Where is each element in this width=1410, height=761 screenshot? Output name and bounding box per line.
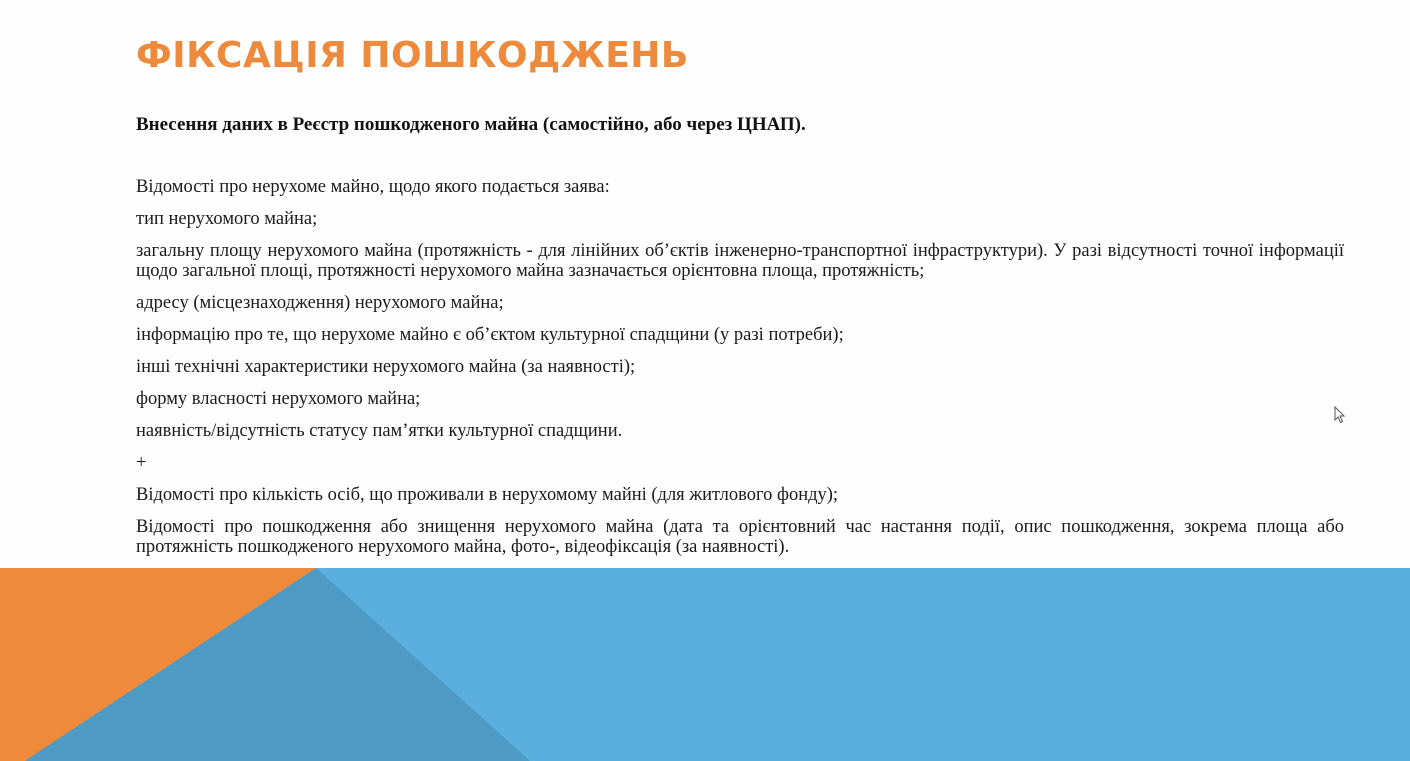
paragraph-technical: інші технічні характеристики нерухомого майна (за наявності);	[136, 357, 636, 377]
slide-title: ФІКСАЦІЯ ПОШКОДЖЕНЬ	[136, 35, 689, 76]
mouse-pointer-icon	[1334, 406, 1346, 424]
paragraph-heritage: інформацію про те, що нерухоме майно є об’єктом культурної спадщини (у разі потреби);	[136, 325, 844, 345]
decorative-banner	[0, 568, 1410, 761]
slide-subtitle: Внесення даних в Реєстр пошкодженого майна (самостійно, або через ЦНАП).	[136, 114, 806, 135]
paragraph-ownership: форму власності нерухомого майна;	[136, 389, 421, 409]
paragraph-type: тип нерухомого майна;	[136, 209, 318, 229]
paragraph-address: адресу (місцезнаходження) нерухомого майна;	[136, 293, 504, 313]
paragraph-intro: Відомості про нерухоме майно, щодо якого подається заява:	[136, 177, 610, 197]
paragraph-area: загальну площу нерухомого майна (протяжність - для лінійних об’єктів інженерно-транспортної інфраструктури). У разі відсутності точної інформації щодо загальної площі, протяжності нерухомого майна зазначається орієнтовна площа, протяжність;	[136, 241, 1344, 281]
paragraph-residents: Відомості про кількість осіб, що проживали в нерухомому майні (для житлового фонду);	[136, 485, 839, 505]
paragraph-monument-status: наявність/відсутність статусу пам’ятки культурної спадщини.	[136, 421, 623, 441]
slide-content	[136, 177, 1344, 557]
paragraph-damage: Відомості про пошкодження або знищення нерухомого майна (дата та орієнтовний час настання події, опис пошкодження, зокрема площа або протяжність пошкодженого нерухомого майна, фото-, відеофіксація (за наявності).	[136, 517, 1344, 557]
paragraph-plus: +	[136, 453, 147, 473]
